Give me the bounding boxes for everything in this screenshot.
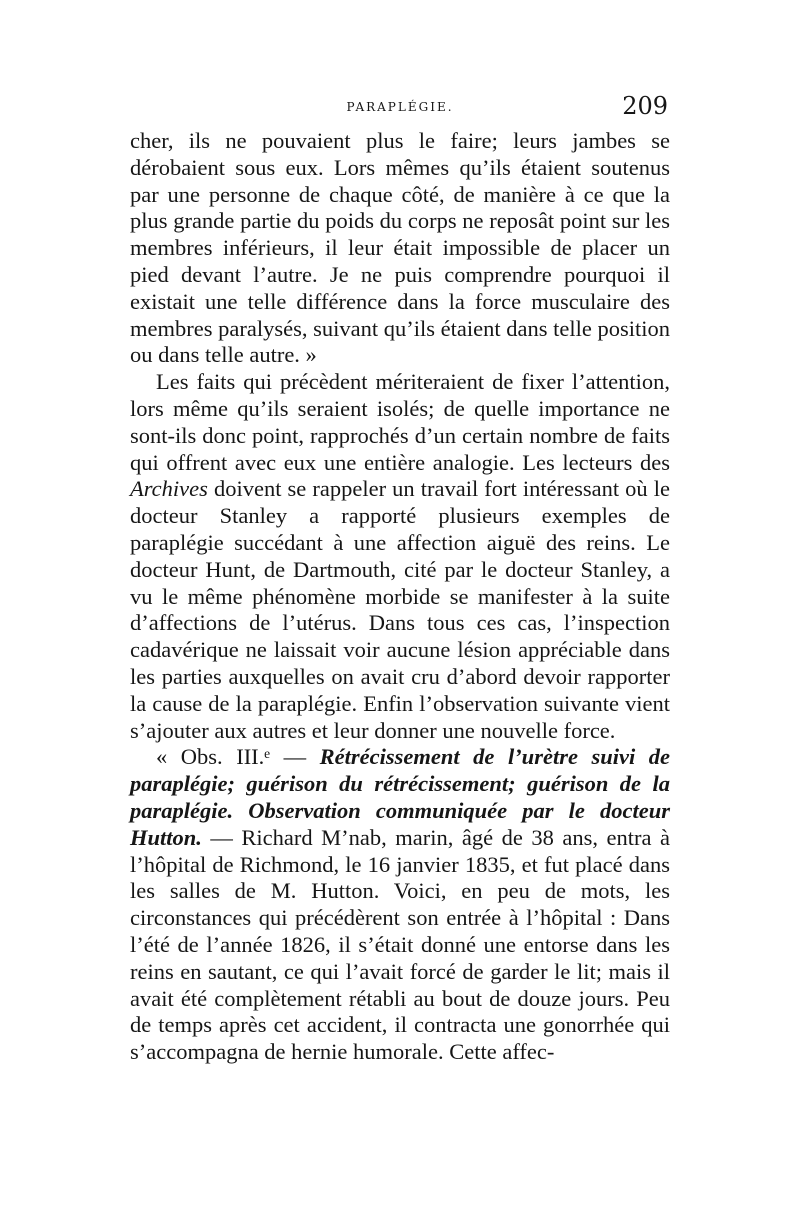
paragraph-continuation: cher, ils ne pouvaient plus le faire; leurs jambes se dérobaient sous eux. Lors mêmes qu’ils étaient soutenus par une personne de chaque côté, de manière à ce que la plus grande partie du poids du corps ne reposât point sur les membres inférieurs, il leur était impossible de placer un pied devant l’autre. Je ne puis comprendre pourquoi il existait une telle différence dans la force musculaire des membres paralysés, suivant qu’ils étaient dans telle position ou dans telle autre. »	[130, 128, 670, 368]
observation-label: « Obs. III.ᵉ —	[156, 744, 320, 770]
observation-body: — Richard M’nab, marin, âgé de 38 ans, entra à l’hôpital de Richmond, le 16 janvier 1835, et fut placé dans les salles de M. Hutton. Voici, en peu de mots, les circonstances qui précédèrent son entrée à l’hôpital : Dans l’été de l’année 1826, il s’était donné une entorse dans les reins en sautant, ce qui l’avait forcé de garder le lit; mais il avait été complètement rétabli au bout de douze jours. Peu de temps après cet accident, il contracta une gonorrhée qui s’accompagna de hernie humorale. Cette affec-	[130, 824, 670, 1065]
running-title: PARAPLÉGIE.	[346, 100, 454, 114]
paragraph-facts	[130, 369, 670, 744]
page-header	[130, 88, 670, 128]
paragraph-facts-text-2: doivent se rappeler un travail fort intéressant où le docteur Stanley a rapporté plusieurs exemples de paraplégie succédant à une affection aiguë des reins. Le docteur Hunt, de Dartmouth, cité par le docteur Stanley, a vu le même phénomène morbide se manifester à la suite d’affections de l’utérus. Dans tous ces cas, l’inspection cadavérique ne laissait voir aucune lésion appréciable dans les parties auxquelles on avait cru d’abord devoir rapporter la cause de la paraplégie. Enfin l’observation suivante vient s’ajouter aux autres et leur donner une nouvelle force.	[130, 476, 670, 743]
page-number: 209	[622, 92, 668, 120]
observation-title: Rétrécissement de l’urètre suivi de paraplégie; guérison du rétrécissement; guérison de la paraplégie. Observation communiquée par le docteur Hutton.	[130, 744, 670, 850]
journal-title: Archives	[130, 476, 208, 502]
book-page	[130, 88, 670, 1066]
paragraph-observation	[130, 744, 670, 1066]
paragraph-facts-text-1: Les faits qui précèdent mériteraient de fixer l’attention, lors même qu’ils seraient isolés; de quelle importance ne sont-ils donc point, rapprochés d’un certain nombre de faits qui offrent avec eux une entière analogie. Les lecteurs des	[130, 369, 670, 475]
